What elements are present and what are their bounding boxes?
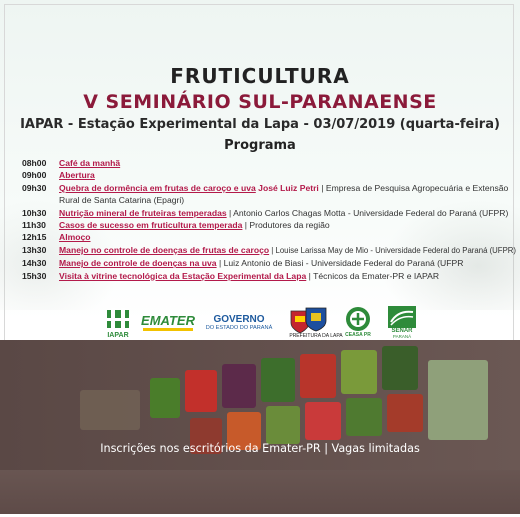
schedule-speaker: | Antonio Carlos Chagas Motta - Universidade Federal do Paraná (UFPR)	[226, 207, 509, 218]
schedule-time: 09h30	[22, 182, 47, 193]
schedule-title: Casos de sucesso em fruticultura temperada	[59, 220, 243, 231]
lapa-crest-icon	[303, 305, 329, 333]
schedule-title: Café da manhã	[59, 158, 121, 168]
event-venue-date: IAPAR - Estação Experimental da Lapa - 03/07/2019 (quarta-feira)	[20, 117, 500, 132]
ceasa-emblem-icon	[345, 306, 371, 332]
governo-logo-subtext: DO ESTADO DO PARANÁ	[205, 324, 273, 331]
schedule-row	[22, 219, 502, 231]
schedule-time: 12h15	[22, 232, 47, 243]
iapar-logo-text: IAPAR	[107, 331, 129, 339]
schedule-time: 15h30	[22, 270, 47, 281]
schedule-title: Quebra de dormência em frutas de caroço e uva	[59, 182, 256, 193]
schedule-speaker: | Empresa de Pesquisa Agropecuária e Extensão	[318, 182, 509, 193]
schedule-row	[22, 169, 502, 181]
schedule-title: Almoço	[59, 232, 91, 243]
governo-logo-text: GOVERNO	[213, 313, 265, 325]
governo-parana-logo	[204, 302, 274, 342]
senar-logo-text: SENAR	[391, 327, 413, 334]
schedule-row-continuation	[22, 194, 502, 206]
schedule-row	[22, 257, 502, 269]
event-title: FRUTICULTURA	[170, 64, 350, 88]
schedule-speaker: | Louise Larissa May de Mio - Universidade Federal do Paraná (UFPR)	[269, 245, 516, 255]
schedule-speaker-highlight: José Luiz Petri	[258, 182, 319, 193]
sponsor-logos	[100, 302, 420, 342]
schedule-speaker: | Luiz Antonio de Biasi - Universidade Federal do Paraná (UFPR	[216, 258, 464, 269]
schedule-row	[22, 244, 516, 257]
prefeitura-logo-text: PREFEITURA DA LAPA	[289, 333, 343, 339]
schedule-title: Abertura	[59, 170, 95, 181]
schedule-row	[22, 231, 502, 243]
schedule-row	[22, 182, 509, 194]
schedule-time: 13h30	[22, 244, 47, 255]
schedule-title: Visita à vitrine tecnológica da Estação Experimental da Lapa	[59, 270, 307, 281]
schedule-time: 10h30	[22, 207, 47, 218]
ceasa-logo-text: CEASA PR	[345, 332, 371, 338]
schedule-time: 14h30	[22, 258, 47, 269]
schedule-row	[22, 157, 502, 169]
registration-footer: Inscrições nos escritórios da Emater-PR | Vagas limitadas	[100, 442, 420, 455]
program-heading: Programa	[224, 138, 296, 153]
schedule-time: 11h30	[22, 220, 46, 231]
schedule-title: Manejo no controle de doenças de frutas de caroço	[59, 244, 270, 255]
schedule-title: Nutrição mineral de fruteiras temperadas	[59, 207, 227, 218]
event-subtitle: V SEMINÁRIO SUL-PARANAENSE	[83, 91, 437, 113]
schedule-time: 09h00	[22, 170, 47, 181]
schedule-time: 08h00	[22, 158, 47, 168]
schedule-row	[22, 270, 502, 282]
schedule-speaker: | Produtores da região	[242, 220, 330, 231]
prefeitura-lapa-logo	[286, 302, 346, 342]
schedule-title: Manejo de controle de doenças na uva	[59, 258, 217, 269]
emater-logo-text: EMATER	[141, 313, 195, 328]
iapar-emblem-icon	[105, 306, 131, 332]
senar-logo	[384, 302, 420, 342]
emater-logo	[140, 302, 196, 342]
senar-logo-subtext: PARANÁ	[392, 333, 412, 339]
ceasa-logo	[340, 302, 376, 342]
schedule-speaker: | Técnicos da Emater-PR e IAPAR	[306, 270, 440, 281]
senar-emblem-icon	[388, 306, 416, 328]
schedule-speaker-continuation: Rural de Santa Catarina (Epagri)	[59, 195, 185, 206]
schedule-list	[22, 157, 516, 282]
schedule-row	[22, 207, 509, 219]
iapar-logo	[100, 302, 136, 342]
